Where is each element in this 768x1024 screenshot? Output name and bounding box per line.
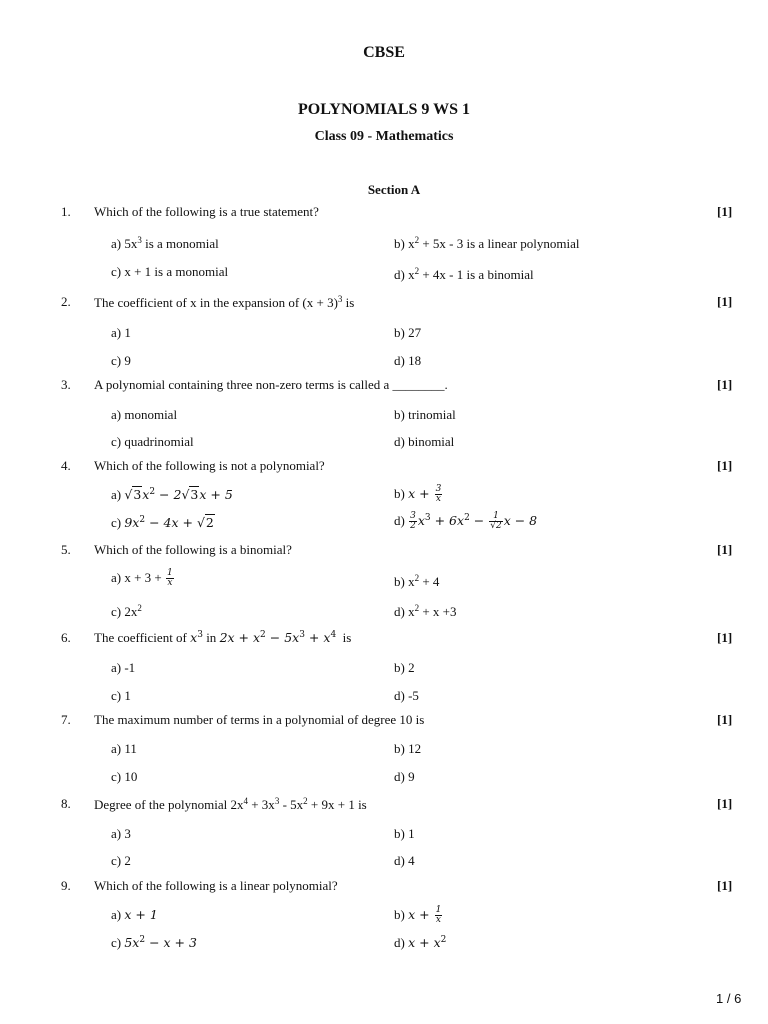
question-text: Which of the following is a linear polynomial? — [94, 878, 338, 893]
option-c: c) quadrinomial — [111, 434, 194, 449]
option-d: d) $x^2 + x +3$ — [394, 603, 457, 619]
question-marks: [1] — [717, 630, 733, 645]
option-d: d) binomial — [394, 434, 455, 449]
question-marks: [1] — [717, 377, 733, 392]
question-text: Which of the following is not a polynomial? — [94, 458, 325, 473]
option-a: a) 1 — [111, 325, 131, 340]
question-marks: [1] — [717, 878, 733, 893]
question-text: Which of the following is a binomial? — [94, 542, 292, 557]
option-d: d) 9 — [394, 769, 415, 784]
question-text: The coefficient of $x^3$ in $2x + x^2 - 5x^3 + x^4$ is — [94, 630, 352, 645]
question-number: 2. — [61, 294, 71, 309]
question-number: 4. — [61, 458, 71, 473]
option-c: c) $9x^2 - 4x + √2$ — [111, 515, 214, 530]
question-text: The maximum number of terms in a polynomial of degree 10 is — [94, 712, 425, 727]
question-number: 3. — [61, 377, 71, 392]
option-c: c) 1 — [111, 688, 131, 703]
option-a: a) x + 1 — [111, 907, 158, 922]
question-text: The coefficient of x in the expansion of $(x + 3)^3$ is — [94, 294, 355, 310]
question-text: Which of the following is a true statement? — [94, 204, 319, 219]
option-b: b) 27 — [394, 325, 422, 340]
page-number: 1 / 6 — [716, 991, 742, 1006]
option-b: b) x + $\frac{3}{x}$ — [394, 484, 442, 504]
option-b: b) x + $\frac{1}{x}$ — [394, 905, 442, 925]
question-number: 8. — [61, 796, 71, 811]
option-a: a) -1 — [111, 660, 136, 675]
question-marks: [1] — [717, 204, 733, 219]
option-b: b) $x^2 + 4$ — [394, 573, 440, 589]
question-number: 9. — [61, 878, 71, 893]
option-a: a) monomial — [111, 407, 178, 422]
option-c: c) 2 — [111, 853, 131, 868]
option-b: b) 12 — [394, 741, 422, 756]
board-name: CBSE — [363, 44, 405, 61]
section-heading: Section A — [367, 182, 421, 197]
question-number: 5. — [61, 542, 71, 557]
option-c: c) x + 1 is a monomial — [111, 264, 229, 279]
option-d: d) $x^2 + 4x - 1$ is a binomial — [394, 266, 534, 282]
option-d: d) 18 — [394, 353, 422, 368]
option-b: b) 1 — [394, 826, 415, 841]
option-c: c) $2x^2$ — [111, 603, 142, 619]
question-marks: [1] — [717, 458, 733, 473]
option-a: a) 11 — [111, 741, 137, 756]
question-text: A polynomial containing three non-zero terms is called a ________. — [94, 377, 448, 392]
question-number: 7. — [61, 712, 71, 727]
option-c: c) 9 — [111, 353, 131, 368]
option-b: b) trinomial — [394, 407, 456, 422]
question-number: 6. — [61, 630, 71, 645]
option-a: a) x + 3 + $\frac{1}{x}$ — [111, 568, 173, 588]
question-marks: [1] — [717, 796, 733, 811]
option-b: b) 2 — [394, 660, 415, 675]
question-marks: [1] — [717, 712, 733, 727]
worksheet-title: POLYNOMIALS 9 WS 1 — [297, 101, 471, 118]
question-text: Degree of the polynomial $2x^4 + 3x^3 - 5x^2 + 9x + 1$ is — [94, 796, 367, 812]
option-d: d) -5 — [394, 688, 419, 703]
option-b: b) $x^2 + 5x - 3$ is a linear polynomial — [394, 235, 580, 251]
option-a: a) $√3x^2 - 2√3x + 5$ — [111, 487, 233, 502]
option-d: d) 4 — [394, 853, 415, 868]
option-c: c) $5x^2 - x + 3$ — [111, 935, 197, 950]
option-d: d) $x + x^2$ — [394, 935, 447, 950]
question-marks: [1] — [717, 542, 733, 557]
option-c: c) 10 — [111, 769, 138, 784]
question-number: 1. — [61, 204, 71, 219]
worksheet-subtitle: Class 09 - Mathematics — [314, 129, 454, 144]
option-d: d) $\frac{3}{2}$ $x^3 + 6x^2$ − $\frac{1}{√2}$ x − 8 — [394, 511, 538, 531]
option-a: a) $5x^3$ is a monomial — [111, 235, 219, 251]
option-a: a) 3 — [111, 826, 131, 841]
question-marks: [1] — [717, 294, 733, 309]
